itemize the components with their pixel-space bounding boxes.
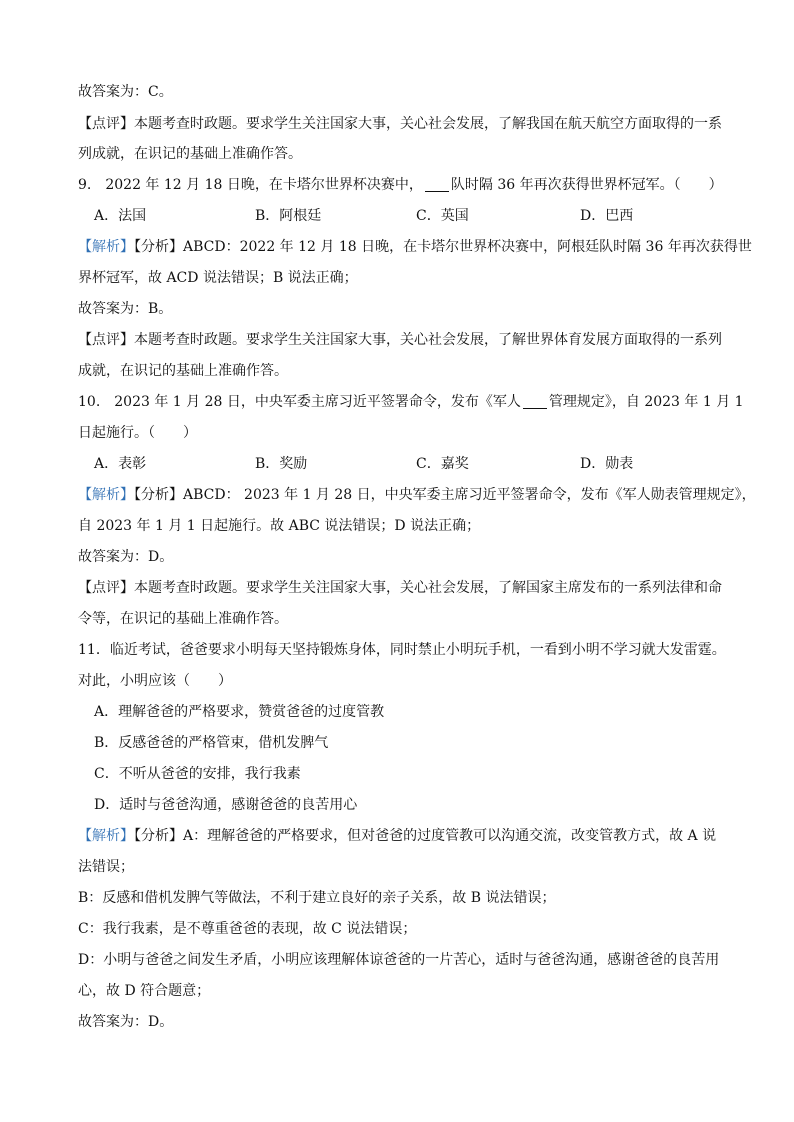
analysis-line: 法错误； — [78, 859, 134, 875]
analysis-line: 界杯冠军，故 ACD 说法错误；B 说法正确； — [78, 270, 358, 286]
review-line: 列成就，在识记的基础上准确作答。 — [78, 146, 302, 162]
option-b: B．奖励 — [255, 456, 308, 472]
analysis-line: 【解析】【分析】A：理解爸爸的严格要求，但对爸爸的过度管教可以沟通交流，改变管教方式，故 A 说 — [78, 828, 717, 844]
blank-underline — [523, 394, 547, 409]
analysis-line: 【解析】【分析】ABCD： 2023 年 1 月 28 日，中央军委主席习近平签署命令，发布《军人勋表管理规定》， — [78, 487, 756, 503]
analysis-line: C：我行我素，是不尊重爸爸的表现，故 C 说法错误； — [78, 921, 417, 937]
option-a: A．法国 — [94, 208, 147, 224]
analysis-tag: 【解析】 — [78, 239, 134, 255]
option-b: B．阿根廷 — [255, 208, 322, 224]
analysis-line: 【解析】【分析】ABCD：2022 年 12 月 18 日晚，在卡塔尔世界杯决赛中，阿根廷队时隔 36 年再次获得世 — [78, 239, 752, 255]
analysis-line: 心，故 D 符合题意； — [78, 983, 211, 999]
review-line: 【点评】本题考查时政题。要求学生关注国家大事，关心社会发展，了解我国在航天航空方面取得的一系 — [78, 116, 722, 132]
question-11: 11．临近考试，爸爸要求小明每天坚持锻炼身体，同时禁止小明玩手机，一看到小明不学习就大发雷霆。 — [78, 642, 726, 658]
analysis-tag: 【解析】 — [78, 487, 134, 503]
option-c: C．不听从爸爸的安排，我行我素 — [94, 766, 301, 782]
option-d: D．适时与爸爸沟通，感谢爸爸的良苦用心 — [94, 797, 358, 813]
analysis-tag: 【解析】 — [78, 828, 134, 844]
option-b: B．反感爸爸的严格管束，借机发脾气 — [94, 735, 329, 751]
question-11-cont: 对此，小明应该（ ） — [78, 673, 232, 689]
option-d: D．勋表 — [580, 456, 634, 472]
answer-line: 故答案为：C。 — [78, 84, 173, 100]
review-line: 令等，在识记的基础上准确作答。 — [78, 611, 288, 627]
answer-line: 故答案为：B。 — [78, 301, 173, 317]
question-9: 9. 2022 年 12 月 18 日晚，在卡塔尔世界杯决赛中， 队时隔 36 年再次获得世界杯冠军。（ ） — [78, 177, 723, 193]
blank-underline — [425, 177, 449, 192]
review-line: 【点评】本题考查时政题。要求学生关注国家大事，关心社会发展，了解世界体育发展方面取得的一系列 — [78, 332, 722, 348]
review-line: 【点评】本题考查时政题。要求学生关注国家大事，关心社会发展，了解国家主席发布的一系列法律和命 — [78, 580, 722, 596]
answer-line: 故答案为：D。 — [78, 1014, 174, 1030]
option-c: C．英国 — [416, 208, 469, 224]
question-10-cont: 日起施行。（ ） — [78, 425, 197, 441]
option-a: A．理解爸爸的严格要求，赞赏爸爸的过度管教 — [94, 704, 385, 720]
analysis-line: D：小明与爸爸之间发生矛盾，小明应该理解体谅爸爸的一片苦心，适时与爸爸沟通，感谢爸爸的良苦用 — [78, 952, 720, 968]
option-d: D．巴西 — [580, 208, 634, 224]
question-10: 10. 2023 年 1 月 28 日，中央军委主席习近平签署命令，发布《军人 管理规定》，自 2023 年 1 月 1 — [78, 394, 744, 410]
review-line: 成就，在识记的基础上准确作答。 — [78, 363, 288, 379]
answer-line: 故答案为：D。 — [78, 549, 174, 565]
question-9-options — [94, 206, 694, 226]
analysis-line: B：反感和借机发脾气等做法，不利于建立良好的亲子关系，故 B 说法错误； — [78, 890, 556, 906]
option-a: A．表彰 — [94, 456, 147, 472]
option-c: C．嘉奖 — [416, 456, 469, 472]
question-10-options — [94, 454, 694, 474]
analysis-line: 自 2023 年 1 月 1 日起施行。故 ABC 说法错误；D 说法正确； — [78, 518, 481, 534]
